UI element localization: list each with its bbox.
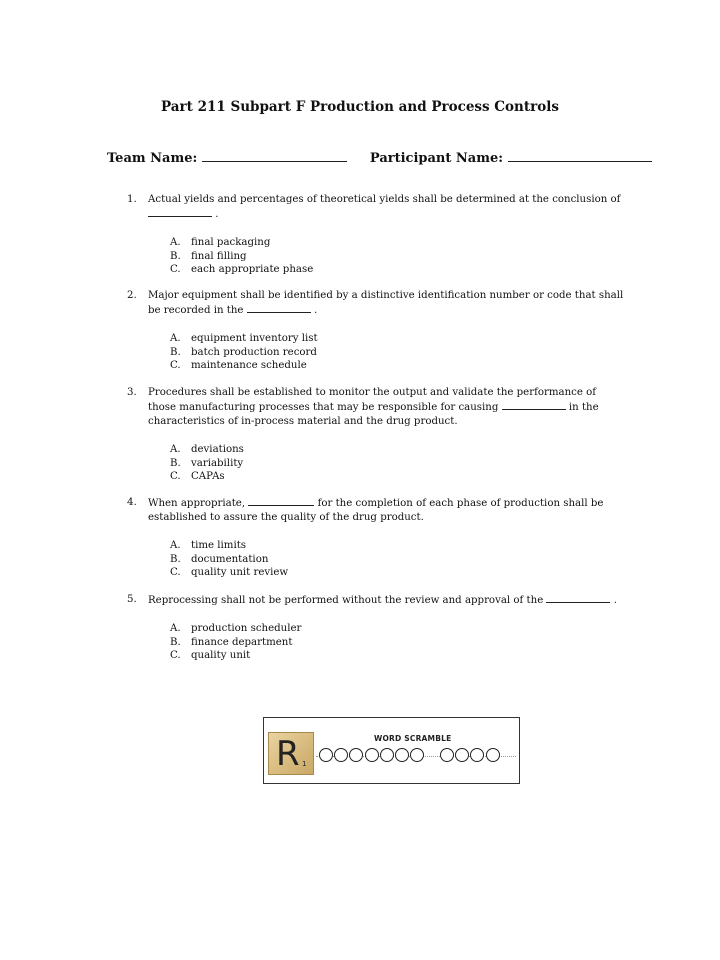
question-number: 5. [127,594,137,605]
option-b[interactable]: B. variability [170,457,244,469]
question-1 [127,193,627,277]
question-number: 3. [127,387,137,398]
letter-circle[interactable] [395,748,409,762]
page-title: Part 211 Subpart F Production and Process Controls [161,99,559,115]
letter-circle[interactable] [470,748,484,762]
question-4 [127,496,627,580]
option-c[interactable]: C. maintenance schedule [170,360,307,372]
option-b[interactable]: B. final filling [170,250,247,262]
option-a[interactable]: A. time limits [170,540,247,551]
option-c[interactable]: C. each appropriate phase [170,264,314,276]
tile-score: 1 [302,760,307,768]
question-5 [127,593,627,663]
word-scramble-title: WORD SCRAMBLE [374,734,452,743]
option-a[interactable]: A. equipment inventory list [170,333,318,344]
letter-circle[interactable] [334,748,348,762]
answer-blank [248,496,314,506]
option-a[interactable]: A. deviations [170,444,244,455]
participant-name-label: Participant Name: [369,151,504,166]
letter-circle[interactable] [486,748,500,762]
answer-blank [247,303,311,313]
option-b[interactable]: B. batch production record [170,346,317,358]
answer-blank [502,400,566,410]
option-a[interactable]: A. final packaging [170,237,271,248]
question-text: Procedures shall be established to monitor the output and validate the performance of those manufacturing processes that may be responsible for causing in the characteristics of in-process material and the drug product. [148,387,599,427]
answer-blank [546,593,610,603]
option-b[interactable]: B. finance department [170,636,293,648]
option-a[interactable]: A. production scheduler [170,623,302,634]
question-2 [127,289,627,373]
letter-circle[interactable] [455,748,469,762]
name-fields-row [107,149,652,166]
answer-blank [148,207,212,217]
options-list [170,622,627,663]
letter-circle[interactable] [410,748,424,762]
options-list [170,443,627,484]
letter-circle[interactable] [349,748,363,762]
question-number: 2. [127,290,137,301]
word-scramble-box [263,717,520,784]
option-c[interactable]: C. CAPAs [170,471,225,483]
question-text: Reprocessing shall not be performed without the review and approval of the . [148,595,617,606]
scramble-word-2 [440,748,501,764]
team-name-line[interactable] [202,149,347,162]
question-text: Actual yields and percentages of theoretical yields shall be determined at the conclusion of . [148,194,621,220]
question-text: When appropriate, for the completion of each phase of production shall be established to assure the quality of the drug product. [148,498,604,523]
letter-circle[interactable] [380,748,394,762]
options-list [170,332,627,373]
participant-name-line[interactable] [508,149,652,162]
letter-circle[interactable] [440,748,454,762]
letter-tile [268,732,314,775]
option-c[interactable]: C. quality unit review [170,567,289,579]
option-b[interactable]: B. documentation [170,553,269,565]
team-name-label: Team Name: [107,151,198,166]
scramble-word-1 [319,748,425,764]
letter-circle[interactable] [365,748,379,762]
question-number: 4. [127,497,137,508]
question-text: Major equipment shall be identified by a distinctive identification number or code that shall be recorded in the . [148,290,624,316]
options-list [170,236,627,277]
question-number: 1. [127,194,137,205]
letter-circle[interactable] [319,748,333,762]
tile-letter: R [276,734,300,774]
option-c[interactable]: C. quality unit [170,650,251,662]
options-list [170,539,627,580]
question-3 [127,386,627,484]
